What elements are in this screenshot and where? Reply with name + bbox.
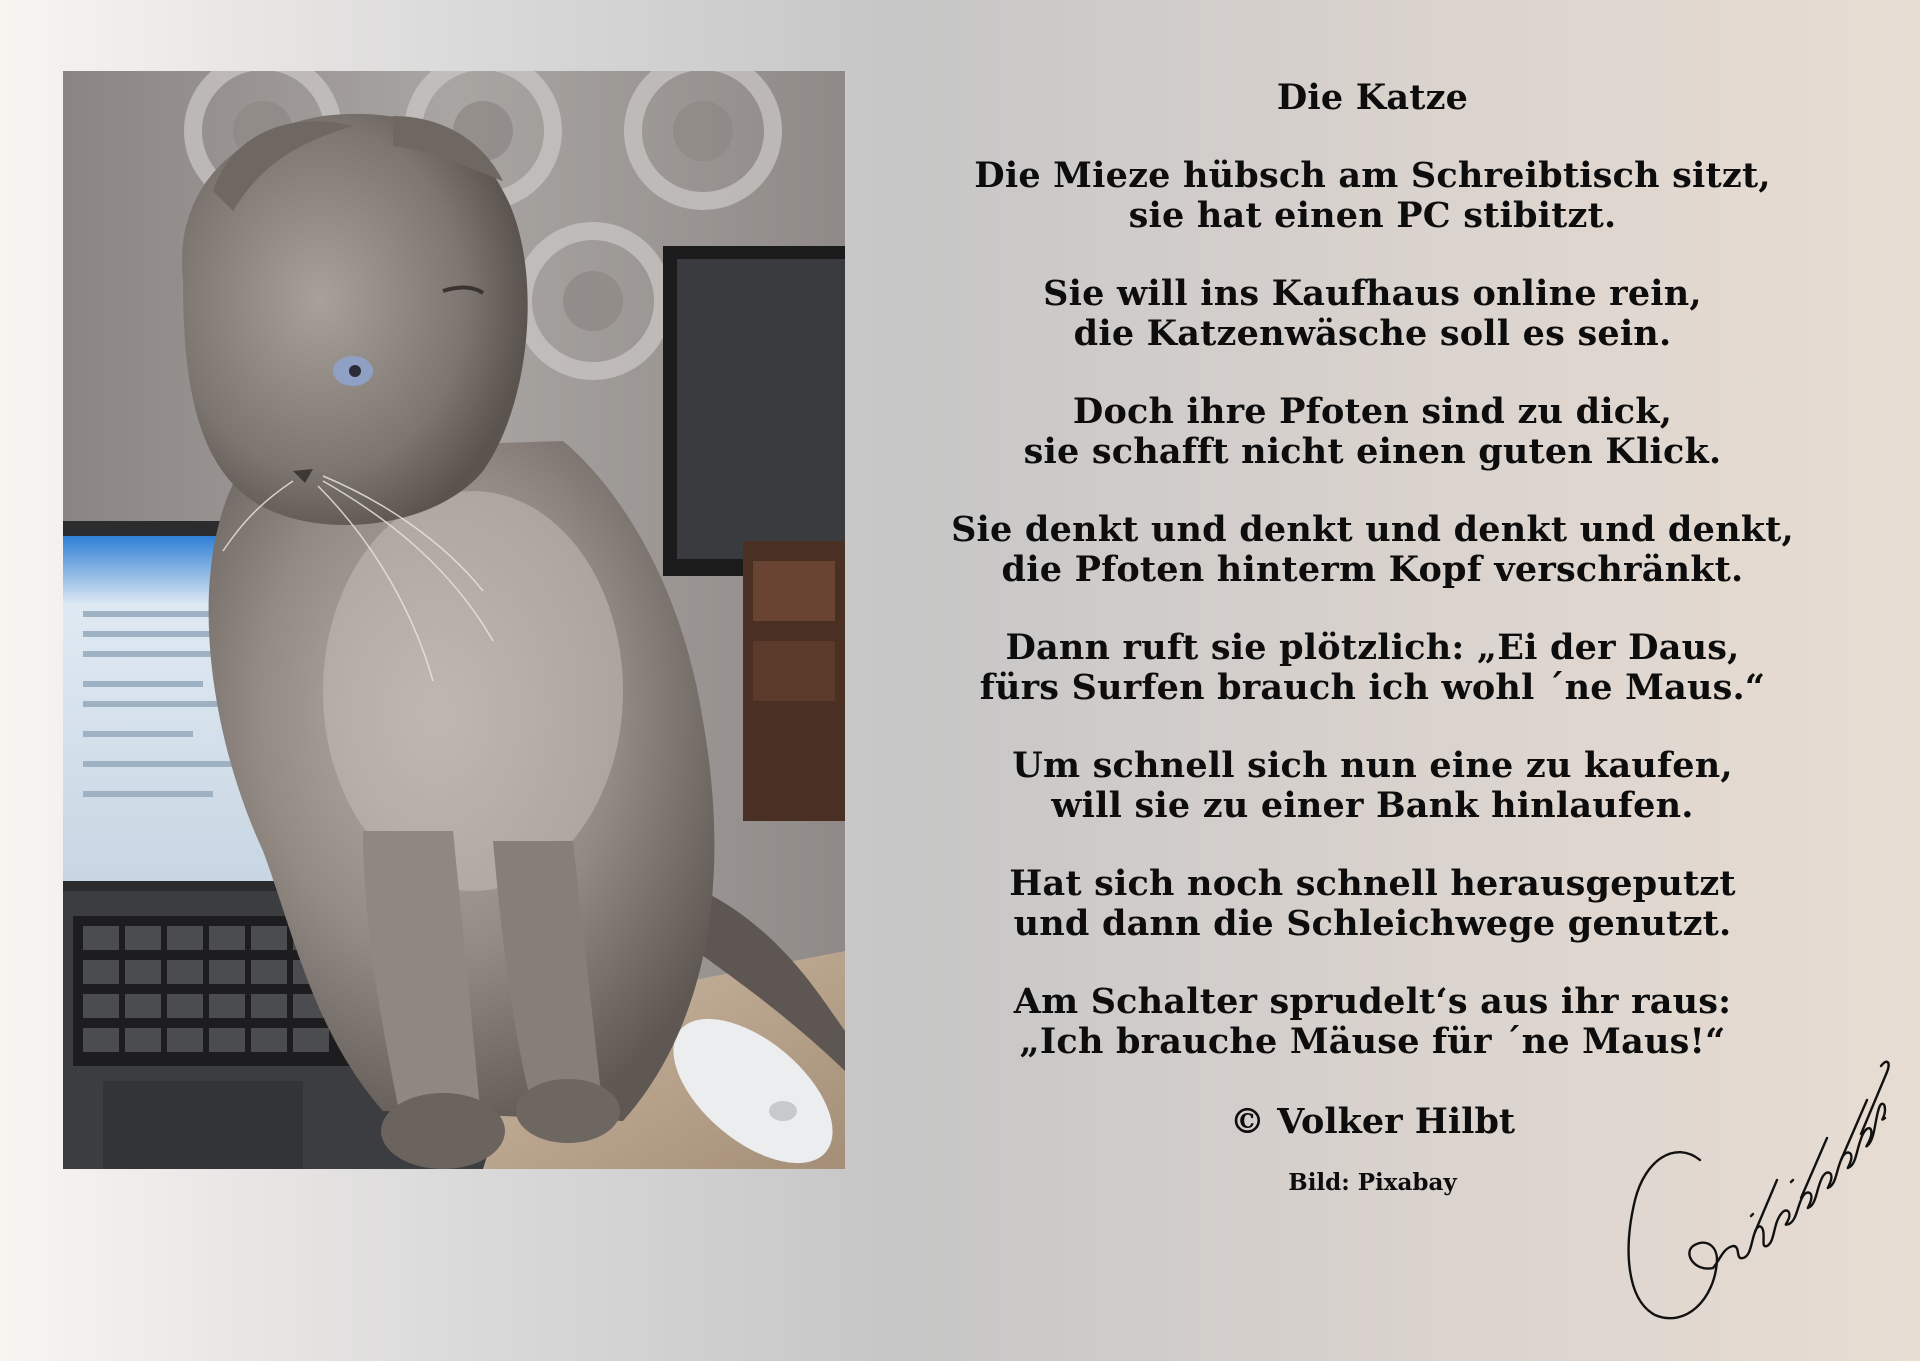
poem-line: die Katzenwäsche soll es sein. <box>1073 313 1672 354</box>
cat-photo <box>63 71 845 1169</box>
poem-line: und dann die Schleichwege genutzt. <box>1013 903 1732 944</box>
poem-line: Die Mieze hübsch am Schreibtisch sitzt, <box>974 155 1771 196</box>
poem-line: Dann ruft sie plötzlich: „Ei der Daus, <box>1005 627 1740 668</box>
image-credit: Bild: Pixabay <box>1288 1169 1457 1196</box>
poem-line: fürs Surfen brauch ich wohl ´ne Maus.“ <box>979 667 1766 708</box>
poem-line: sie hat einen PC stibitzt. <box>1128 195 1617 236</box>
stanza <box>905 746 1840 826</box>
poem-line: Doch ihre Pfoten sind zu dick, <box>1072 391 1673 432</box>
poem-line: will sie zu einer Bank hinlaufen. <box>1051 785 1694 826</box>
stanza <box>905 274 1840 354</box>
stanza <box>905 392 1840 472</box>
stanza <box>905 510 1840 590</box>
poem-line: „Ich brauche Mäuse für ´ne Maus!“ <box>1019 1021 1726 1062</box>
copyright-author: © Volker Hilbt <box>1229 1101 1516 1142</box>
poem-line: Um schnell sich nun eine zu kaufen, <box>1012 745 1733 786</box>
poem-line: Sie denkt und denkt und denkt und denkt, <box>951 509 1794 550</box>
poem-line: Am Schalter sprudelt‘s aus ihr raus: <box>1013 981 1732 1022</box>
poem-line: die Pfoten hinterm Kopf verschränkt. <box>1001 549 1744 590</box>
poem-line: Sie will ins Kaufhaus online rein, <box>1043 273 1702 314</box>
poem-line: sie schafft nicht einen guten Klick. <box>1023 431 1722 472</box>
poem-title: Die Katze <box>1276 77 1469 118</box>
signature-gedichtezauber <box>1605 1010 1895 1330</box>
stanza <box>905 156 1840 236</box>
stanza <box>905 628 1840 708</box>
cat-photo-illustration <box>63 71 845 1169</box>
stanza <box>905 864 1840 944</box>
poem-line: Hat sich noch schnell herausgeputzt <box>1009 863 1736 904</box>
